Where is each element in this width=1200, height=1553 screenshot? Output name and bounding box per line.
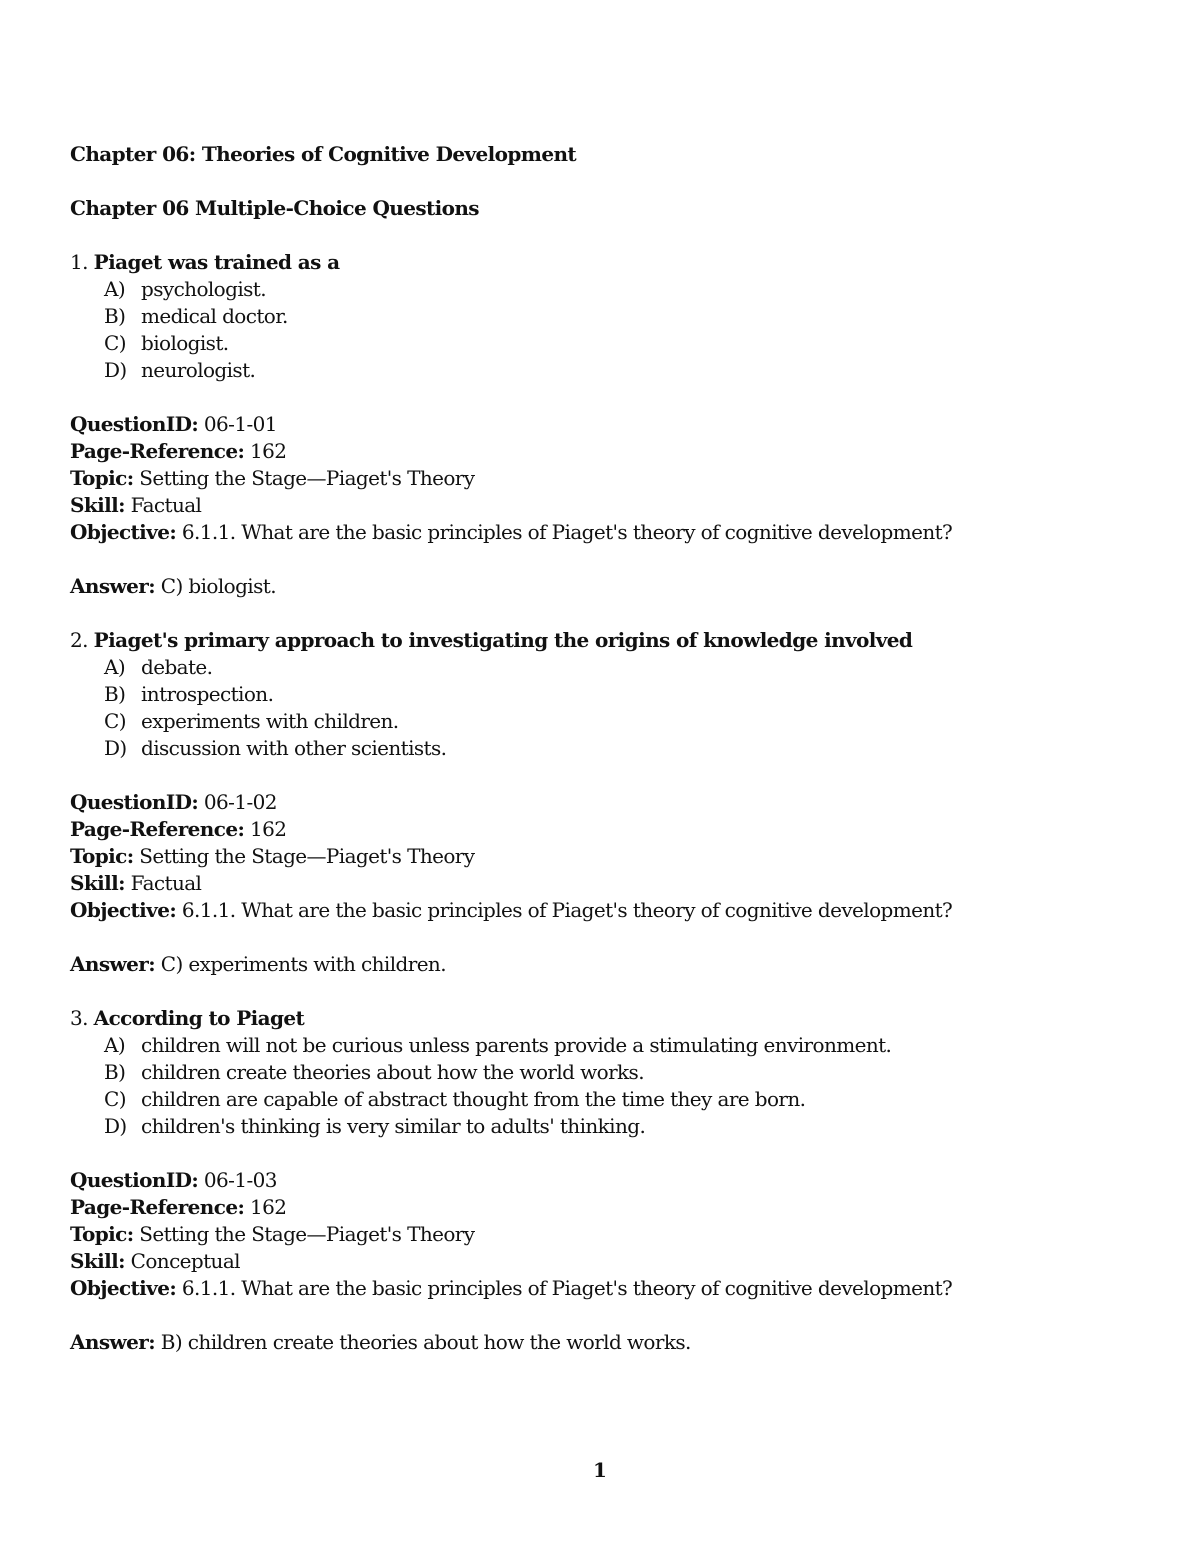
answer-value: C) experiments with children. [160, 952, 446, 976]
question-id-label: QuestionID: [70, 1168, 199, 1192]
choice-text: discussion with other scientists. [141, 736, 447, 760]
objective-label: Objective: [70, 898, 177, 922]
topic-line [70, 465, 1150, 492]
choice-item [70, 357, 1150, 384]
question-text: Piaget was trained as a [93, 250, 340, 274]
skill-value: Factual [130, 871, 202, 895]
question-list [70, 249, 1150, 1383]
question-block [70, 249, 1150, 627]
topic-label: Topic: [70, 466, 134, 490]
choice-list [70, 276, 1150, 384]
choice-list [70, 1032, 1150, 1140]
chapter-title: Chapter 06: Theories of Cognitive Development [70, 142, 577, 166]
question-id-label: QuestionID: [70, 790, 199, 814]
skill-line [70, 870, 1150, 897]
answer-line [70, 1329, 1150, 1356]
objective-line [70, 897, 1150, 924]
choice-text: children are capable of abstract thought from the time they are born. [141, 1087, 806, 1111]
choice-text: biologist. [141, 331, 229, 355]
page-reference-value: 162 [250, 1195, 287, 1219]
skill-label: Skill: [70, 493, 125, 517]
answer-label: Answer: [70, 1330, 155, 1354]
spacer [70, 1140, 1150, 1167]
topic-value: Setting the Stage—Piaget's Theory [139, 1222, 475, 1246]
choice-letter: D) [104, 1114, 127, 1138]
spacer [70, 978, 1150, 1005]
question-block [70, 1005, 1150, 1383]
page-reference-label: Page-Reference: [70, 1195, 245, 1219]
question-id-value: 06-1-03 [203, 1168, 277, 1192]
topic-value: Setting the Stage—Piaget's Theory [139, 466, 475, 490]
choice-letter: A) [104, 655, 126, 679]
answer-value: B) children create theories about how the world works. [160, 1330, 691, 1354]
topic-value: Setting the Stage—Piaget's Theory [139, 844, 475, 868]
skill-value: Conceptual [130, 1249, 240, 1273]
document-page [70, 141, 1150, 1383]
choice-text: psychologist. [141, 277, 266, 301]
objective-line [70, 1275, 1150, 1302]
topic-label: Topic: [70, 844, 134, 868]
question-id-label: QuestionID: [70, 412, 199, 436]
choice-text: introspection. [141, 682, 274, 706]
page-reference-line [70, 438, 1150, 465]
choice-item [70, 276, 1150, 303]
question-id-line [70, 411, 1150, 438]
skill-line [70, 492, 1150, 519]
question-id-value: 06-1-01 [203, 412, 277, 436]
spacer [70, 168, 1150, 195]
choice-text: children create theories about how the world works. [141, 1060, 644, 1084]
spacer [70, 924, 1150, 951]
choice-letter: D) [104, 358, 127, 382]
spacer [70, 384, 1150, 411]
question-text: Piaget's primary approach to investigating the origins of knowledge involved [93, 628, 913, 652]
question-id-line [70, 1167, 1150, 1194]
choice-letter: C) [104, 1087, 126, 1111]
choice-letter: A) [104, 277, 126, 301]
spacer [70, 546, 1150, 573]
choice-letter: C) [104, 709, 126, 733]
section-title: Chapter 06 Multiple-Choice Questions [70, 196, 479, 220]
skill-label: Skill: [70, 871, 125, 895]
page-reference-label: Page-Reference: [70, 817, 245, 841]
objective-label: Objective: [70, 520, 177, 544]
choice-letter: B) [104, 304, 126, 328]
choice-item [70, 708, 1150, 735]
topic-line [70, 1221, 1150, 1248]
objective-label: Objective: [70, 1276, 177, 1300]
choice-letter: C) [104, 331, 126, 355]
spacer [70, 762, 1150, 789]
page-number: 1 [593, 1458, 607, 1482]
spacer [70, 1302, 1150, 1329]
choice-letter: A) [104, 1033, 126, 1057]
question-id-line [70, 789, 1150, 816]
objective-value: 6.1.1. What are the basic principles of Piaget's theory of cognitive development? [181, 898, 953, 922]
page-reference-value: 162 [250, 817, 287, 841]
objective-value: 6.1.1. What are the basic principles of Piaget's theory of cognitive development? [181, 1276, 953, 1300]
topic-label: Topic: [70, 1222, 134, 1246]
choice-text: neurologist. [141, 358, 256, 382]
spacer [70, 222, 1150, 249]
choice-text: experiments with children. [141, 709, 399, 733]
choice-item [70, 330, 1150, 357]
choice-item [70, 654, 1150, 681]
choice-item [70, 1032, 1150, 1059]
choice-letter: B) [104, 682, 126, 706]
question-stem [70, 627, 1150, 654]
objective-value: 6.1.1. What are the basic principles of Piaget's theory of cognitive development? [181, 520, 953, 544]
choice-list [70, 654, 1150, 762]
choice-item [70, 735, 1150, 762]
answer-value: C) biologist. [160, 574, 276, 598]
choice-text: medical doctor. [141, 304, 288, 328]
question-stem [70, 249, 1150, 276]
choice-item [70, 1113, 1150, 1140]
question-id-value: 06-1-02 [203, 790, 277, 814]
answer-line [70, 951, 1150, 978]
question-text: According to Piaget [93, 1006, 305, 1030]
topic-line [70, 843, 1150, 870]
page-reference-label: Page-Reference: [70, 439, 245, 463]
question-number: 1. [70, 250, 88, 274]
choice-text: children will not be curious unless parents provide a stimulating environment. [141, 1033, 892, 1057]
choice-item [70, 303, 1150, 330]
choice-item [70, 1086, 1150, 1113]
page-reference-line [70, 1194, 1150, 1221]
page-reference-value: 162 [250, 439, 287, 463]
choice-item [70, 1059, 1150, 1086]
skill-line [70, 1248, 1150, 1275]
choice-letter: D) [104, 736, 127, 760]
question-stem [70, 1005, 1150, 1032]
skill-value: Factual [130, 493, 202, 517]
spacer [70, 1356, 1150, 1383]
question-number: 3. [70, 1006, 88, 1030]
choice-text: debate. [141, 655, 213, 679]
question-number: 2. [70, 628, 88, 652]
question-block [70, 627, 1150, 1005]
objective-line [70, 519, 1150, 546]
answer-line [70, 573, 1150, 600]
choice-letter: B) [104, 1060, 126, 1084]
skill-label: Skill: [70, 1249, 125, 1273]
answer-label: Answer: [70, 574, 155, 598]
answer-label: Answer: [70, 952, 155, 976]
spacer [70, 600, 1150, 627]
choice-text: children's thinking is very similar to adults' thinking. [141, 1114, 646, 1138]
page-reference-line [70, 816, 1150, 843]
choice-item [70, 681, 1150, 708]
